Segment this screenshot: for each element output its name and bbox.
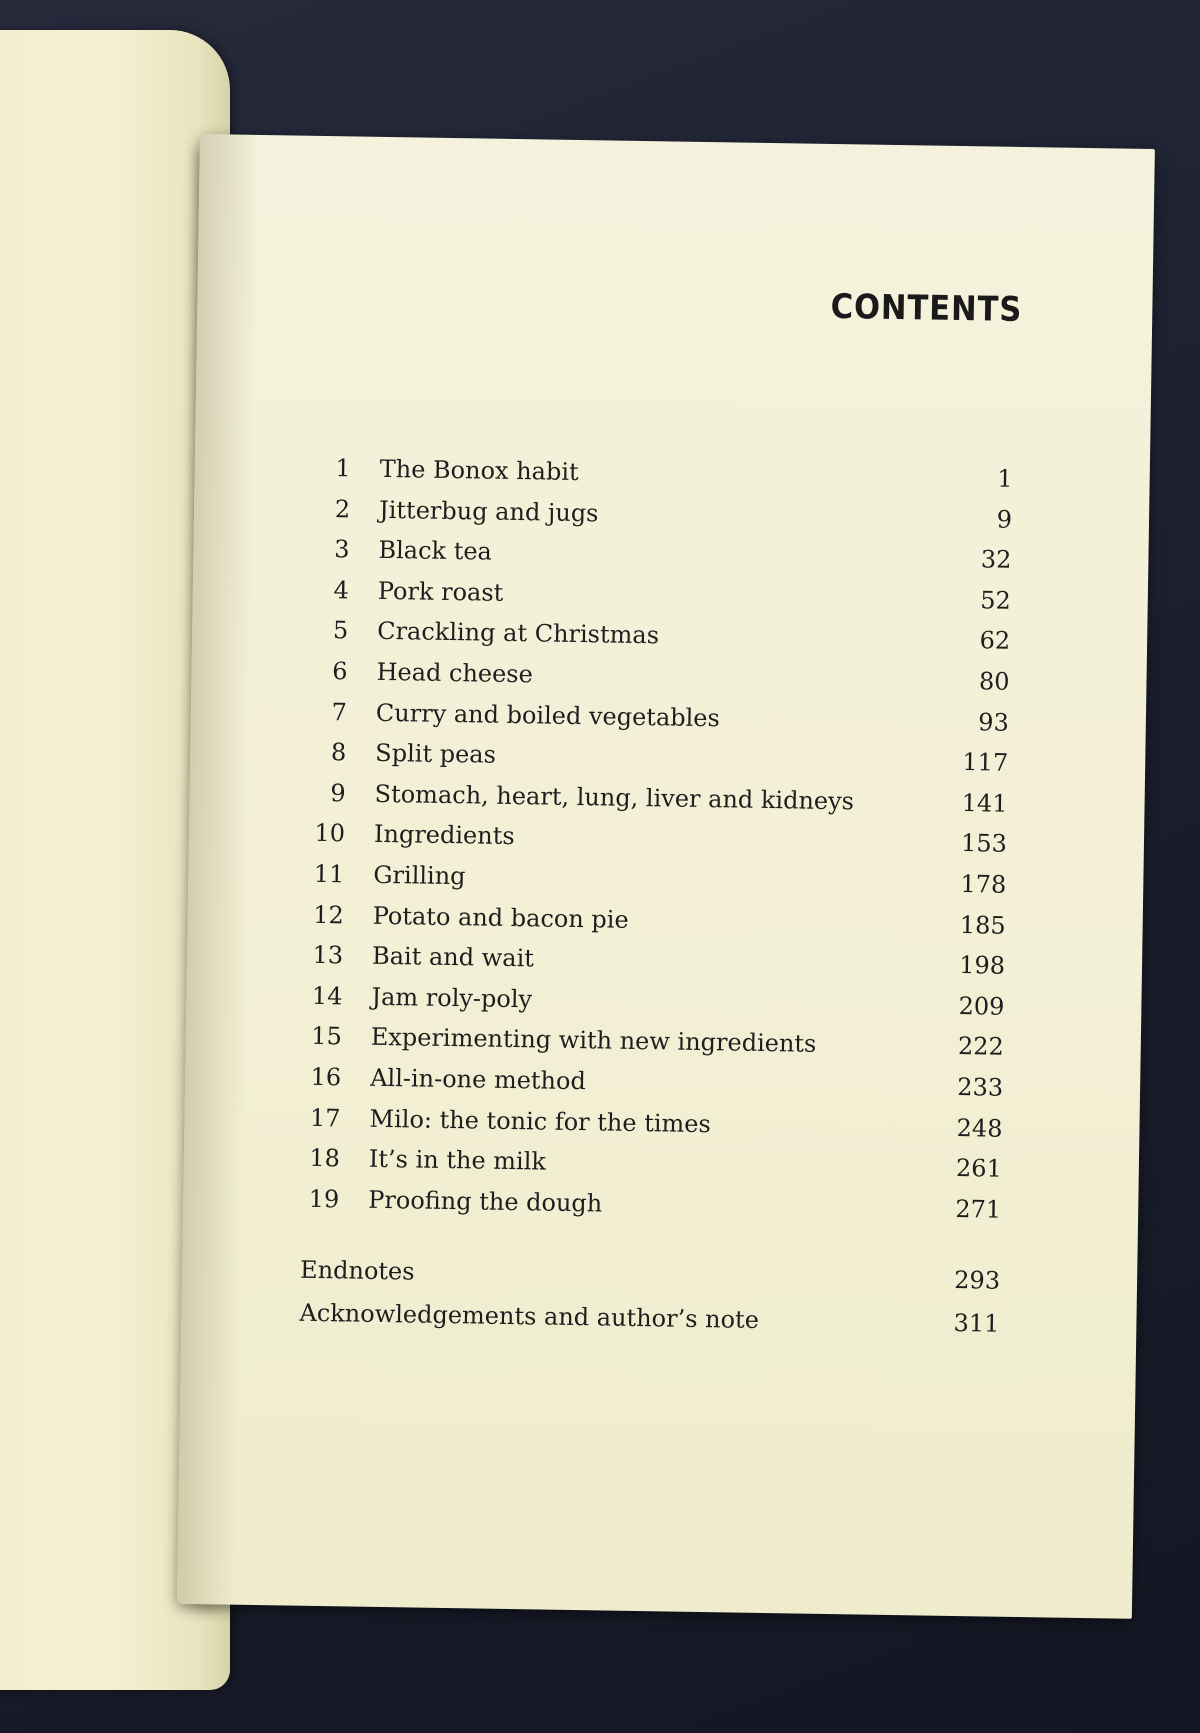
page-number: 198 bbox=[959, 951, 1006, 980]
chapter-number: 1 bbox=[335, 454, 351, 483]
page-number: 271 bbox=[955, 1194, 1002, 1224]
page-number: 222 bbox=[957, 1032, 1004, 1062]
page-number: 248 bbox=[956, 1113, 1003, 1143]
page-number: 80 bbox=[978, 667, 1010, 696]
chapter-list bbox=[301, 448, 1013, 1230]
chapter-number: 2 bbox=[334, 494, 351, 523]
chapter-title: Proofing the dough bbox=[368, 1185, 603, 1218]
chapter-number: 7 bbox=[331, 697, 348, 726]
chapter-title: Bait and wait bbox=[371, 941, 535, 973]
chapter-number: 11 bbox=[313, 859, 345, 889]
chapter-number: 15 bbox=[311, 1022, 343, 1051]
chapter-number: 4 bbox=[333, 575, 350, 605]
page-number: 311 bbox=[953, 1309, 1000, 1338]
chapter-title: Potato and bacon pie bbox=[372, 901, 629, 934]
chapter-title: Pork roast bbox=[377, 576, 504, 607]
chapter-title: Head cheese bbox=[376, 657, 534, 689]
chapter-title: Jam roly-poly bbox=[371, 982, 533, 1014]
chapter-number: 18 bbox=[309, 1143, 341, 1173]
chapter-number: 12 bbox=[312, 900, 344, 929]
chapter-number: 16 bbox=[310, 1062, 342, 1092]
back-matter-list bbox=[299, 1249, 1000, 1346]
chapter-number: 13 bbox=[312, 940, 344, 970]
chapter-title: Jitterbug and jugs bbox=[378, 495, 599, 527]
back-matter-title: Endnotes bbox=[299, 1255, 415, 1286]
chapter-title: Black tea bbox=[378, 536, 493, 566]
chapter-number: 14 bbox=[311, 981, 343, 1011]
chapter-number: 19 bbox=[308, 1184, 340, 1214]
page-number: 117 bbox=[962, 748, 1009, 777]
page-number: 209 bbox=[958, 991, 1005, 1021]
chapter-title: All-in-one method bbox=[369, 1063, 587, 1096]
chapter-title: Experimenting with new ingredients bbox=[370, 1023, 817, 1059]
chapter-number: 5 bbox=[332, 616, 349, 645]
table-of-contents bbox=[299, 448, 1013, 1346]
chapter-number: 8 bbox=[330, 738, 347, 767]
chapter-title: Stomach, heart, lung, liver and kidneys bbox=[374, 779, 855, 816]
chapter-number: 3 bbox=[333, 535, 350, 564]
chapter-title: The Bonox habit bbox=[379, 454, 579, 486]
page-number: 52 bbox=[980, 586, 1011, 615]
chapter-number: 9 bbox=[330, 778, 346, 808]
chapter-title: Curry and boiled vegetables bbox=[375, 698, 721, 732]
chapter-title: Crackling at Christmas bbox=[376, 617, 660, 650]
page-number: 153 bbox=[960, 829, 1008, 859]
contents-heading: CONTENTS bbox=[830, 286, 1023, 330]
back-matter-title: Acknowledgements and author’s note bbox=[299, 1298, 760, 1335]
chapter-number: 10 bbox=[314, 819, 346, 848]
chapter-number: 6 bbox=[332, 657, 348, 686]
page-number: 185 bbox=[959, 910, 1006, 940]
page-number: 141 bbox=[961, 788, 1008, 818]
chapter-title: Split peas bbox=[375, 738, 497, 769]
chapter-title: Grilling bbox=[373, 860, 466, 891]
page-number: 93 bbox=[978, 707, 1010, 737]
page-number: 261 bbox=[955, 1154, 1003, 1183]
chapter-number: 17 bbox=[309, 1103, 341, 1132]
chapter-title: Milo: the tonic for the times bbox=[369, 1104, 712, 1138]
page-number: 9 bbox=[996, 505, 1013, 534]
page-number: 62 bbox=[979, 626, 1011, 656]
page-number: 32 bbox=[980, 545, 1012, 574]
right-page bbox=[177, 134, 1155, 1619]
page-number: 1 bbox=[997, 464, 1013, 493]
page-number: 233 bbox=[957, 1072, 1004, 1102]
chapter-title: It’s in the milk bbox=[368, 1144, 547, 1176]
page-number: 178 bbox=[960, 869, 1007, 899]
chapter-title: Ingredients bbox=[373, 820, 515, 851]
page-number: 293 bbox=[954, 1266, 1001, 1295]
